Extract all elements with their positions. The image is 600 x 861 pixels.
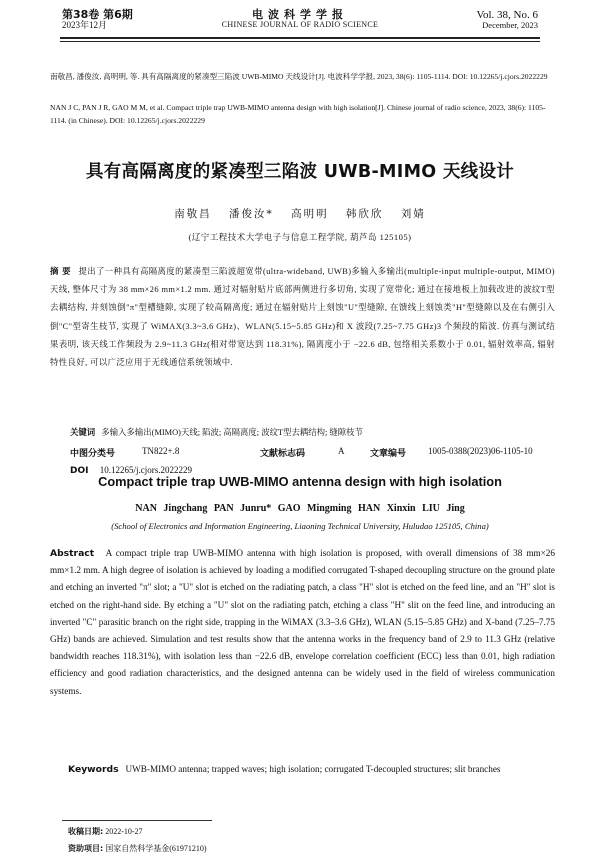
clc-label: 中图分类号	[70, 449, 116, 459]
footnote-funding	[68, 843, 207, 854]
authors-en: NAN Jingchang PAN Junru* GAO Mingming HAN Xinxin LIU Jing	[135, 503, 465, 514]
abstract-zh-label: 摘 要	[50, 266, 71, 276]
received-value: 2022-10-27	[105, 827, 143, 836]
header-journal-block	[200, 9, 400, 30]
header-volume-en-block	[430, 9, 538, 30]
header-date-zh: 2023年12月	[62, 20, 108, 31]
footnote-rule	[62, 820, 212, 821]
header-rule-thick	[60, 37, 540, 39]
abstract-en	[50, 545, 555, 700]
header-rule-thin	[60, 41, 540, 42]
funding-value: 国家自然科学基金(61971210)	[105, 844, 207, 853]
footnote-received	[68, 826, 143, 837]
authors-zh: 南敬昌 潘俊汝* 高明明 韩欣欣 刘婧	[174, 208, 426, 220]
affiliation-en: (School of Electronics and Information Engineering, Liaoning Technical University, Huludao 125105, China)	[111, 521, 489, 531]
keywords-en	[68, 764, 558, 775]
citation-en: NAN J C, PAN J R, GAO M M, et al. Compact triple trap UWB-MIMO antenna design with high isolation[J]. Chinese journal of radio science, 2023, 38(6): 1105-1114. (in Chinese). DOI: 10.12265/j.cjors.2022229	[50, 103, 546, 125]
header-volume-en: Vol. 38, No. 6	[476, 9, 538, 21]
header-date-en: December, 2023	[482, 20, 538, 31]
abstract-en-label: Abstract	[50, 548, 95, 559]
article-number-label: 文章编号	[370, 449, 407, 459]
citation-zh: 南敬昌, 潘俊汝, 高明明, 等. 具有高隔离度的紧凑型三陷波 UWB-MIMO 天线设计[J]. 电波科学学报, 2023, 38(6): 1105-1114. DOI: 10.12265/j.cjors.2022229	[50, 72, 548, 81]
keywords-en-label: Keywords	[68, 764, 119, 775]
affiliation-zh: (辽宁工程技术大学电子与信息工程学院, 葫芦岛 125105)	[188, 232, 412, 242]
clc-value: TN822+.8	[142, 446, 180, 456]
classification-row	[70, 446, 550, 462]
abstract-zh-text: 提出了一种具有高隔离度的紧凑型三陷波超宽带(ultra-wideband, UWB)多输入多输出(multiple-input multiple-output, MIMO)天线, 整体尺寸为 38 mm×26 mm×1.2 mm. 通过对辐射贴片底部两侧进行多切角, 实现了宽带化; 通过在接地板上加载改进的波纹T型去耦结构, 并刻蚀倒"π"型槽缝隙, 实现了较高隔离度; 通过在辐射贴片上刻蚀"U"型缝隙, 在馈线上刻蚀类"H"型缝隙以及在右侧引入倒"C"型寄生枝节, 实现了 WiMAX(3.3~3.6 GHz)、WLAN(5.15~5.85 GHz)和 X 波段(7.25~7.75 GHz)3 个频段的陷波. 仿真与测试结果表明, 该天线工作频段为 2.9~11.3 GHz(相对带宽达到 118.31%), 隔离度小于 −22.6 dB, 包络相关系数小于 0.01, 辐射效率高, 辐射特性良好, 可以广泛应用于无线通信系统领域中.	[50, 267, 555, 368]
doi-value: 10.12265/j.cjors.2022229	[99, 465, 192, 475]
abstract-zh	[50, 262, 555, 372]
paper-title-zh: 具有高隔离度的紧凑型三陷波 UWB-MIMO 天线设计	[85, 162, 515, 182]
doi-label: DOI	[70, 466, 89, 476]
doc-code-value: A	[338, 446, 345, 456]
header-volume-block	[62, 9, 182, 31]
header-journal-name-zh: 电波科学学报	[252, 8, 348, 21]
article-number-value: 1005-0388(2023)06-1105-10	[428, 446, 533, 456]
keywords-en-text: UWB-MIMO antenna; trapped waves; high isolation; corrugated T-decoupled structures; slit branches	[125, 764, 501, 774]
keywords-zh	[70, 426, 550, 438]
header-journal-name-en: CHINESE JOURNAL OF RADIO SCIENCE	[221, 20, 379, 30]
paper-title-en: Compact triple trap UWB-MIMO antenna design with high isolation	[98, 474, 502, 489]
keywords-zh-text: 多输入多输出(MIMO)天线; 陷波; 高隔离度; 波纹T型去耦结构; 缝隙枝节	[101, 428, 363, 437]
received-label: 收稿日期:	[68, 827, 104, 836]
header-volume-zh: 第38卷 第6期	[62, 8, 133, 21]
keywords-zh-label: 关键词	[70, 427, 96, 437]
doc-code-label: 文献标志码	[260, 449, 306, 459]
abstract-en-text: A compact triple trap UWB-MIMO antenna with high isolation is proposed, with overall dimensions of 38 mm×26 mm×1.2 mm. A high degree of isolation is achieved by loading a modified corrugated T-shaped decoupling structure on the ground plate and etching an inverted "π" slot; a "U" slot is etched on the radiating patch, a class "H" slot is etched on the feed line, and an "H" slot is etched on the right-hand side. By etching a "U" slot on the radiating patch, etching a class "H" slit on the feed line, and introducing an inverted "C" parasitic branch on the right side, trapping in the WiMAX (3.3–3.6 GHz), WLAN (5.15–5.85 GHz) and X-band (7.25–7.75 GHz) bands are achieved. Simulation and test results show that the antenna works in the frequency band of 2.9 to 11.3 GHz (relative bandwidth reaches 118.31%), with isolation less than −22.6 dB, envelope correlation coefficient (ECC) less than 0.01, high radiation efficiency and good radiation characteristics, and the designed antenna can be widely used in the field of wireless communication systems.	[50, 548, 555, 696]
funding-label: 资助项目:	[68, 844, 104, 853]
